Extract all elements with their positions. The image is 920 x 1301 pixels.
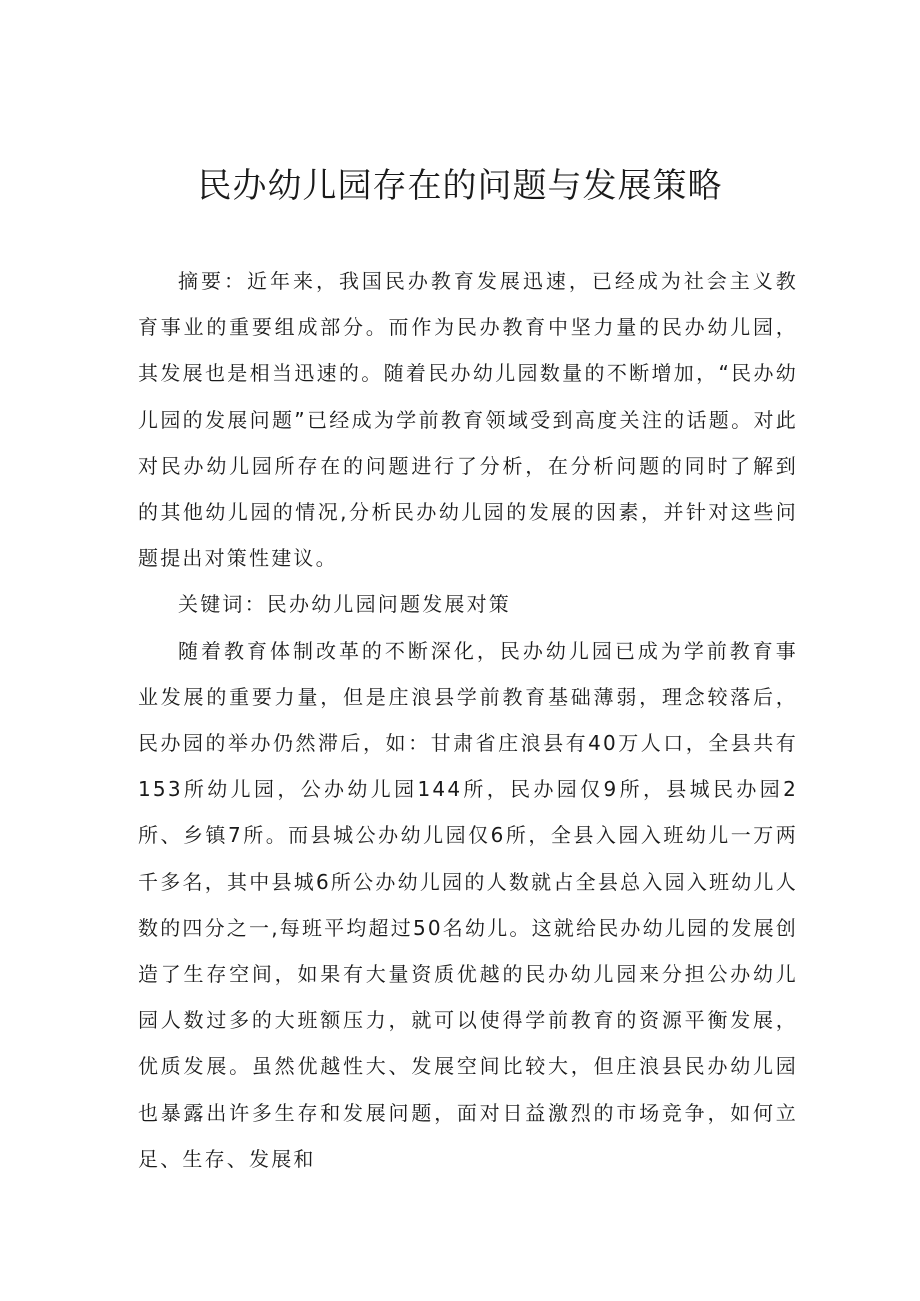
document-title: 民办幼儿园存在的问题与发展策略 <box>197 166 723 206</box>
body-paragraph: 随着教育体制改革的不断深化，民办幼儿园已成为学前教育事业发展的重要力量，但是庄浪县学前教育基础薄弱，理念较落后，民办园的举办仍然滞后，如：甘肃省庄浪县有40万人口，全县共有153所幼儿园，公办幼儿园144所，民办园仅9所，县城民办园2所、乡镇7所。而县城公办幼儿园仅6所，全县入园入班幼儿一万两千多名，其中县城6所公办幼儿园的人数就占全县总入园入班幼儿人数的四分之一,每班平均超过50名幼儿。这就给民办幼儿园的发展创造了生存空间，如果有大量资质优越的民办幼儿园来分担公办幼儿园人数过多的大班额压力，就可以使得学前教育的资源平衡发展，优质发展。虽然优越性大、发展空间比较大，但庄浪县民办幼儿园也暴露出许多生存和发展问题，面对日益激烈的市场竞争，如何立足、生存、发展和 <box>138 638 799 1171</box>
keywords-paragraph: 关键词：民办幼儿园问题发展对策 <box>178 592 511 617</box>
abstract-paragraph: 摘要：近年来，我国民办教育发展迅速，已经成为社会主义教育事业的重要组成部分。而作为民办教育中坚力量的民办幼儿园，其发展也是相当迅速的。随着民办幼儿园数量的不断增加，“民办幼儿园的发展问题”已经成为学前教育领域受到高度关注的话题。对此对民办幼儿园所存在的问题进行了分析，在分析问题的同时了解到的其他幼儿园的情况,分析民办幼儿园的发展的因素，并针对这些问题提出对策性建议。 <box>138 269 798 571</box>
document-body <box>138 258 798 1182</box>
